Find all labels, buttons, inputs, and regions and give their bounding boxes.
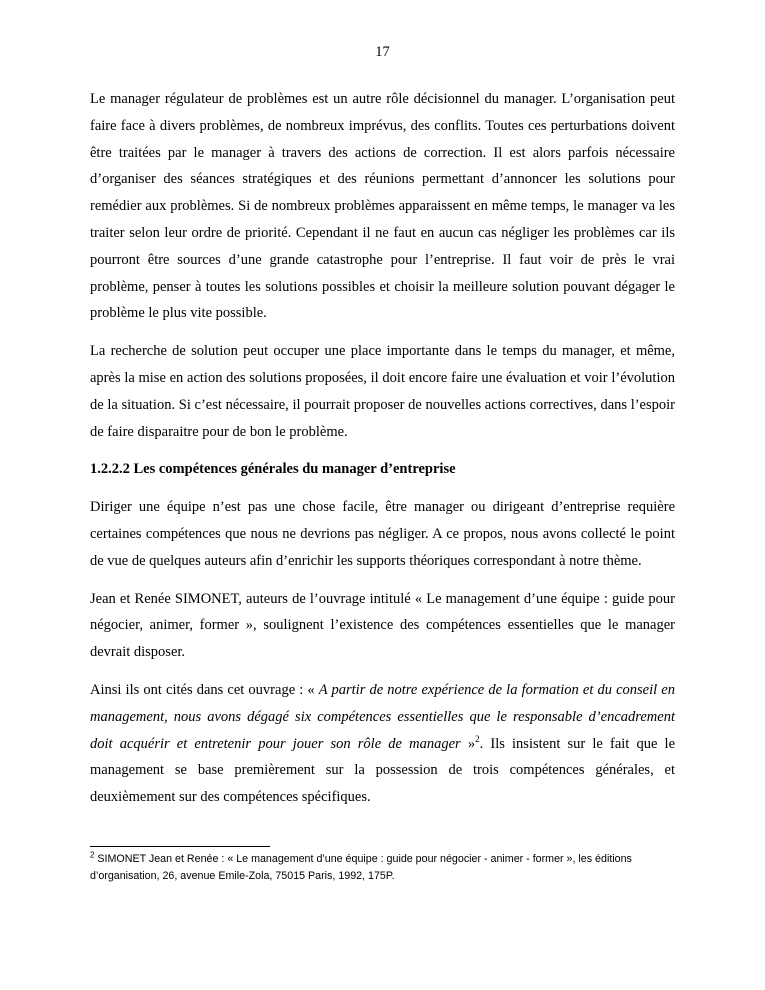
paragraph-problem-solver: Le manager régulateur de problèmes est un autre rôle décisionnel du manager. L’organisation peut faire face à divers problèmes, de nombreux imprévus, des conflits. Toutes ces perturbations doivent être traitées par le manager à travers des actions de correction. Il est alors parfois nécessaire d’organiser des séances stratégiques et des réunions permettant d’annoncer les solutions pour remédier aux problèmes. Si de nombreux problèmes apparaissent en même temps, le manager va les traiter selon leur ordre de priorité. Cependant il ne faut en aucun cas négliger les problèmes car ils pourront être sources d’une grande catastrophe pour l’entreprise. Il faut voir de près le vrai problème, penser à toutes les solutions possibles et choisir la meilleure solution pouvant dégager le problème le plus vite possible.	[90, 91, 675, 322]
footnote-reference[interactable]: 2	[475, 733, 480, 744]
paragraph-quote	[90, 677, 675, 811]
page-number: 17	[375, 44, 390, 60]
page-body	[90, 86, 675, 822]
paragraph-competences-intro: Diriger une équipe n’est pas une chose facile, être manager ou dirigeant d’entreprise requière certaines compétences que nous ne devrions pas négliger. A ce propos, nous avons collecté le point de vue de quelques auteurs afin d’enrichir les supports théoriques correspondant à notre thème.	[90, 499, 675, 569]
paragraph-simonet: Jean et Renée SIMONET, auteurs de l’ouvrage intitulé « Le management d’une équipe : guide pour négocier, animer, former », soulignent l’existence des compétences essentielles que le manager devrait disposer.	[90, 590, 675, 661]
quote-after: . Ils insistent sur le fait que le management se base premièrement sur la possession de trois compétences générales, et deuxièmement sur des compétences spécifiques.	[90, 735, 676, 806]
quote-close: »	[460, 735, 476, 752]
footnote	[90, 851, 680, 885]
footnote-separator	[90, 846, 270, 847]
footnote-number: 2	[90, 850, 95, 860]
footnote-text: SIMONET Jean et Renée : « Le management d’une équipe : guide pour négocier - animer - former », les éditions d’organisation, 26, avenue Emile-Zola, 75015 Paris, 1992, 175P.	[90, 853, 632, 882]
quote-intro: Ainsi ils ont cités dans cet ouvrage : «	[90, 681, 319, 698]
section-heading: 1.2.2.2 Les compétences générales du manager d’entreprise	[90, 461, 456, 478]
quote-text: A partir de notre expérience de la formation et du conseil en management, nous avons dégagé six compétences essentielles que le responsable d’encadrement doit acquérir et entretenir pour jouer son rôle de manager	[90, 681, 675, 752]
paragraph-solution-search: La recherche de solution peut occuper une place importante dans le temps du manager, et même, après la mise en action des solutions proposées, il doit encore faire une évaluation et voir l’évolution de la situation. Si c’est nécessaire, il pourrait proposer de nouvelles actions correctives, dans l’espoir de faire disparaitre pour de bon le problème.	[90, 343, 675, 440]
